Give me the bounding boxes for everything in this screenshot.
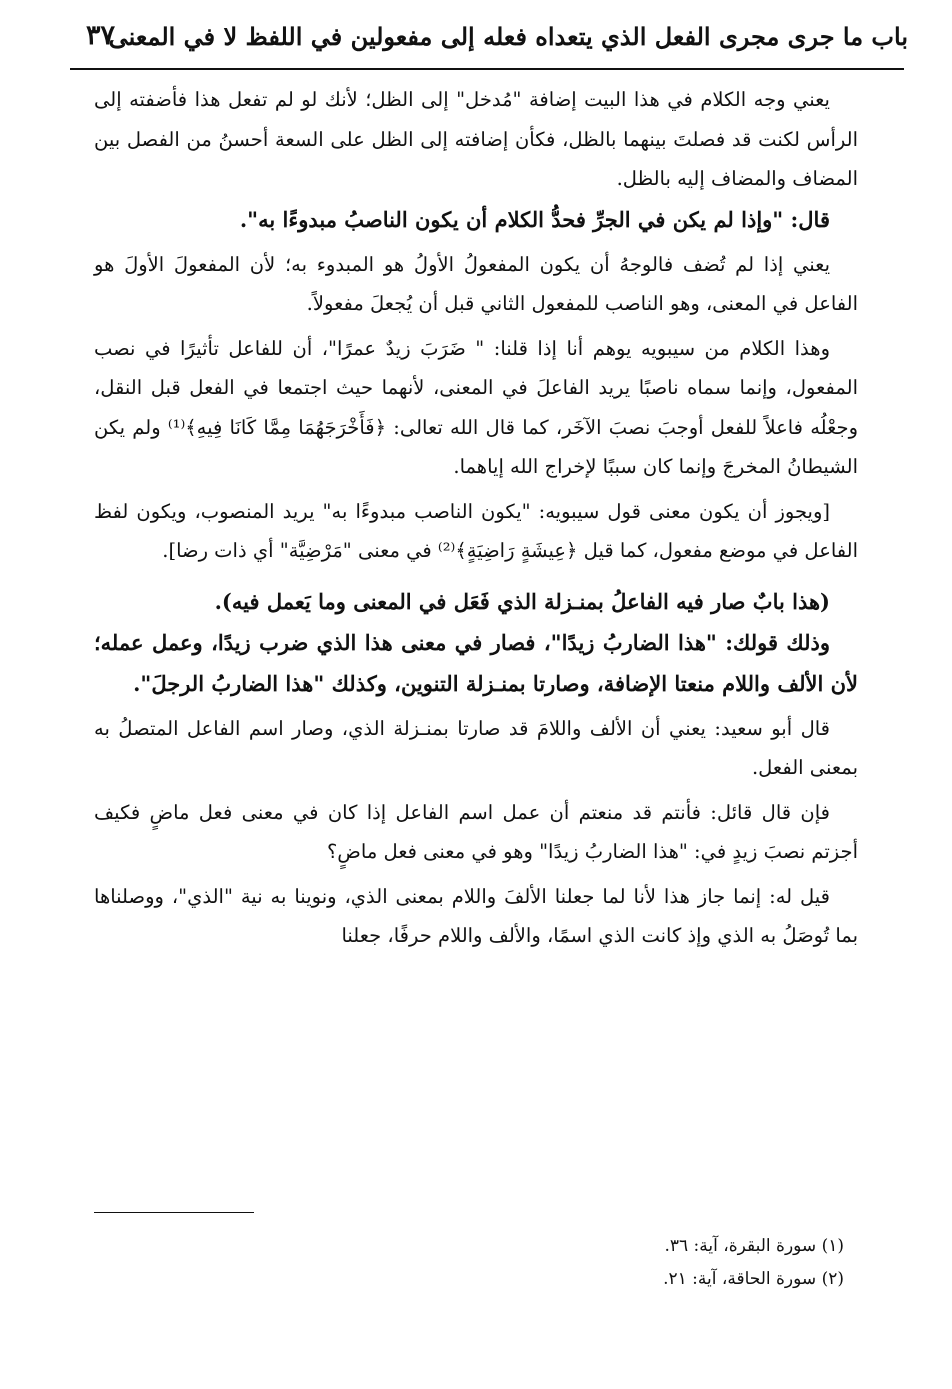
paragraph-2: يعني إذا لم تُضف فالوجهُ أن يكون المفعولُ الأولُ هو المبدوء به؛ لأن المفعولَ الأولَ هو الفاعل في المعنى، وهو الناصب للمفعول الثاني قبل أن يُجعلَ مفعولاً.	[94, 252, 858, 315]
chapter-heading: (هذا بابٌ صار فيه الفاعلُ بمنـزلة الذي فَعَل في المعنى وما يَعمل فيه).	[214, 588, 830, 614]
paragraph-3: وهذا الكلام من سيبويه يوهم أنا إذا قلنا: " ضَرَبَ زيدٌ عمرًا"، أن للفاعل تأثيرًا في نصب المفعول، وإنما سماه ناصبًا يريد الفاعلَ في المعنى، لأنهما حيث اجتمعا في الفعل قبل النقل، وجعْلُه فاعلاً للفعل أوجبَ نصبَ الآخَر، كما قال الله تعالى: ﴿فَأَخْرَجَهُمَا مِمَّا كَانَا فِيهِ﴾⁽¹⁾ ولم يكن الشيطانُ المخرجَ وإنما كان سببًا لإخراج الله إياهما.	[94, 336, 858, 478]
paragraph-7: قيل له: إنما جاز هذا لأنا لما جعلنا الألفَ واللام بمعنى الذي، ونوينا به نية "الذي"، ووصلناها بما تُوصَلُ به الذي وإذ كانت الذي اسمًا، والألف واللام حرفًا، جعلنا	[94, 884, 858, 947]
footnote-rule	[94, 1212, 254, 1213]
main-text	[94, 80, 858, 956]
paragraph-6: فإن قال قائل: فأنتم قد منعتم أن عمل اسم الفاعل إذا كان في معنى فعل ماضٍ فكيف أجزتم نصبَ زيدٍ في: "هذا الضاربُ زيدًا" وهو في معنى فعل ماضٍ؟	[94, 800, 858, 863]
page-number: ٣٧	[86, 20, 116, 51]
page-header	[70, 14, 908, 64]
spacer	[94, 571, 858, 581]
quote-paragraph-1: قال: "وإذا لم يكن في الجرِّ فحدُّ الكلام أن يكون الناصبُ مبدوءًا به".	[239, 206, 830, 232]
running-title: باب ما جرى مجرى الفعل الذي يتعداه فعله إلى مفعولين في اللفظ لا في المعنى	[108, 22, 908, 51]
paragraph-5: قال أبو سعيد: يعني أن الألف واللامَ قد صارتا بمنـزلة الذي، وصار اسم الفاعل المتصلُ به بمعنى الفعل.	[94, 716, 858, 779]
paragraph-4: [ويجوز أن يكون معنى قول سيبويه: "يكون الناصب مبدوءًا به" يريد المنصوب، ويكون لفظ الفاعل في موضع مفعول، كما قيل ﴿عِيشَةٍ رَاضِيَةٍ﴾⁽²⁾ في معنى "مَرْضِيَّة" أي ذات رضا].	[94, 499, 858, 562]
footnote-1: (١) سورة البقرة، آية: ٣٦.	[664, 1236, 844, 1256]
paragraph-1: يعني وجه الكلام في هذا البيت إضافة "مُدخل" إلى الظل؛ لأنك لو لم تفعل هذا فأضفته إلى الرأس لكنت قد فصلتَ بينهما بالظل، فكأن إضافته إلى الظل على السعة أحسنُ من الفصل بين المضاف والمضاف إليه بالظل.	[94, 88, 858, 190]
footnotes	[94, 1230, 844, 1296]
quote-paragraph-2: وذلك قولك: "هذا الضاربُ زيدًا"، فصار في معنى هذا الذي ضرب زيدًا، وعمل عمله؛ لأن الألف واللام منعتا الإضافة، وصارتا بمنـزلة التنوين، وكذلك "هذا الضاربُ الرجلَ".	[94, 629, 858, 696]
footnote-2: (٢) سورة الحاقة، آية: ٢١.	[663, 1269, 844, 1289]
header-rule	[70, 68, 904, 70]
